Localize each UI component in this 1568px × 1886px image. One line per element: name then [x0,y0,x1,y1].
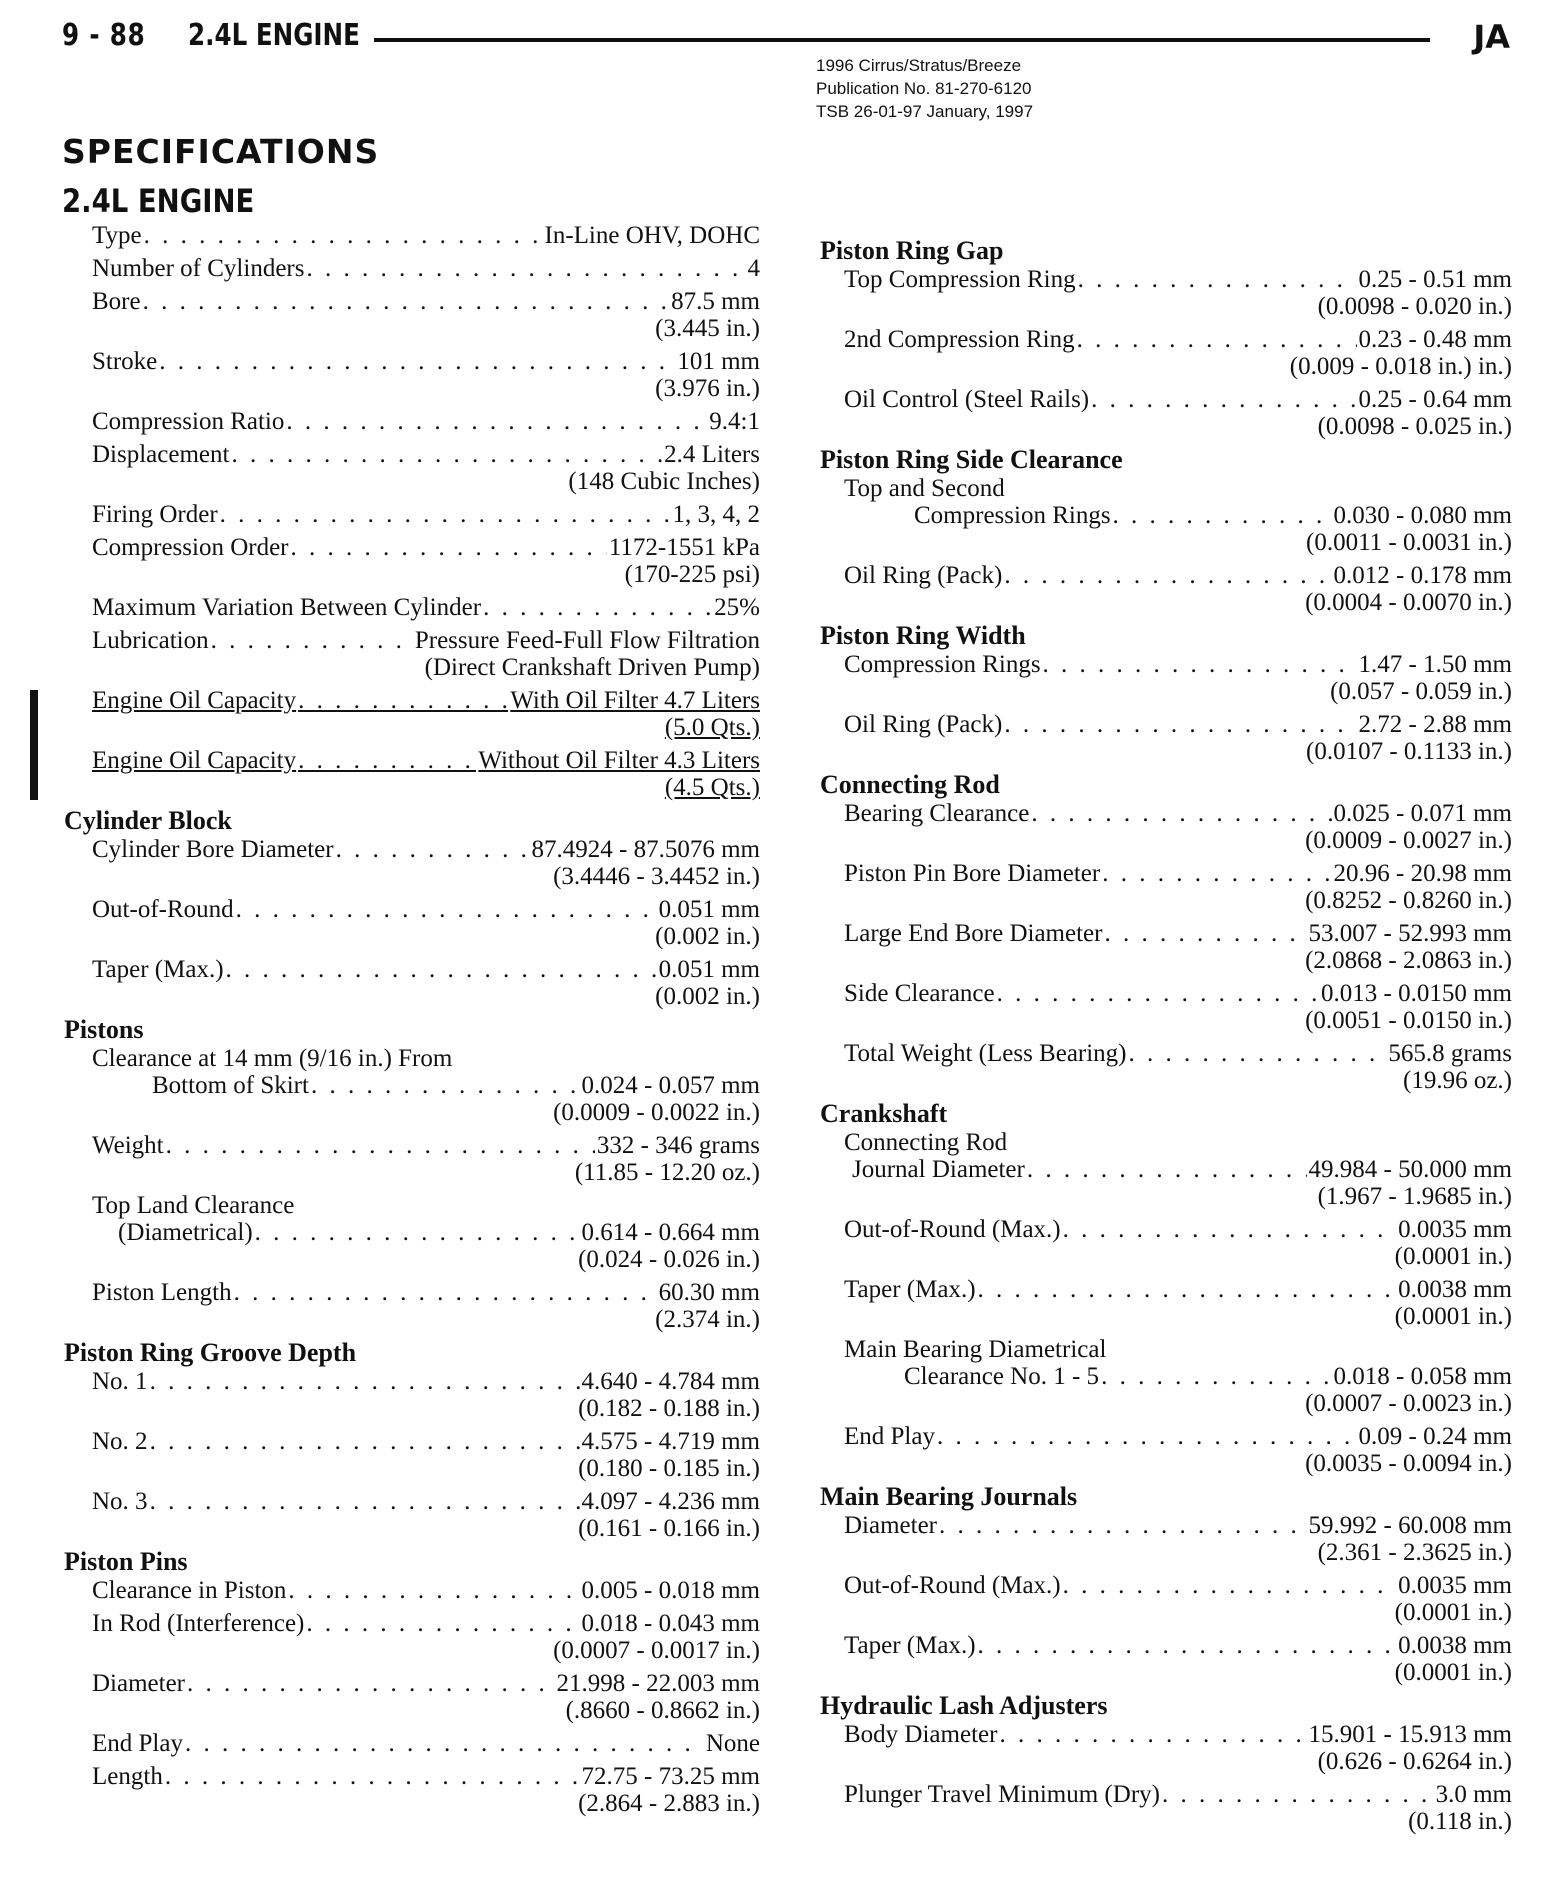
dot-leader [306,255,745,282]
spec-value: 87.4924 - 87.5076 mm [531,836,760,863]
spec-subvalue: (0.0001 in.) [1394,1599,1512,1626]
general-specs [62,222,760,801]
spec-label: Out-of-Round [92,896,234,923]
spec-label: Top Land Clearance [92,1192,295,1219]
spec-subvalue: (170-225 psi) [624,561,760,588]
spec-subvalue: (0.002 in.) [655,983,760,1010]
spec-subvalue: (3.445 in.) [655,315,760,342]
spec-subvalue: (0.0107 - 0.1133 in.) [1306,738,1512,765]
dot-leader [1129,1040,1387,1067]
spec-item [62,1670,760,1724]
publication-block [816,54,1033,123]
spec-label: Piston Pin Bore Diameter [844,860,1101,887]
spec-label: Length [92,1763,163,1790]
spec-label: In Rod (Interference) [92,1610,305,1637]
spec-item [62,501,760,528]
spec-label: Taper (Max.) [844,1276,976,1303]
spec-subvalue: (0.0011 - 0.0031 in.) [1306,529,1512,556]
spec-label: Compression Ratio [92,408,285,435]
specifications-title: SPECIFICATIONS [62,132,380,171]
spec-value: 60.30 mm [658,1279,760,1306]
dot-leader [150,1368,580,1395]
spec-item [62,836,760,890]
publication-line: TSB 26-01-97 January, 1997 [816,102,1034,121]
spec-label: End Play [92,1730,183,1757]
spec-item [818,920,1512,974]
spec-label: Out-of-Round (Max.) [844,1572,1061,1599]
piston-pins-specs [62,1577,760,1817]
spec-item [818,326,1512,380]
dot-leader [159,348,675,375]
spec-value: 4 [747,255,760,282]
spec-subvalue: (0.0009 - 0.0022 in.) [553,1099,760,1126]
spec-item [62,288,760,342]
piston-pins-heading: Piston Pins [64,1547,188,1576]
spec-value: 0.0035 mm [1398,1216,1512,1243]
spec-label: Compression Rings [844,651,1041,678]
ring-width-specs [818,651,1512,765]
spec-label: No. 1 [92,1368,148,1395]
spec-subvalue: (0.626 - 0.6264 in.) [1317,1748,1512,1775]
spec-label: Large End Bore Diameter [844,920,1103,947]
publication-line: 1996 Cirrus/Stratus/Breeze [816,56,1022,75]
spec-subvalue: (3.976 in.) [655,375,760,402]
spec-item [62,1610,760,1664]
spec-label: Cylinder Bore Diameter [92,836,334,863]
spec-item [62,441,760,495]
spec-value: 4.097 - 4.236 mm [581,1488,760,1515]
dot-leader [226,956,657,983]
dot-leader [298,687,508,714]
spec-item [62,348,760,402]
spec-value: 1.47 - 1.50 mm [1358,651,1512,678]
connecting-rod-heading: Connecting Rod [820,770,1000,799]
spec-label: Connecting Rod [844,1129,1008,1156]
spec-item [818,1336,1512,1417]
spec-item [62,1132,760,1186]
spec-value: 1, 3, 4, 2 [672,501,760,528]
spec-value: 59.992 - 60.008 mm [1308,1512,1512,1539]
spec-label: Top and Second [844,475,1005,502]
spec-subvalue: (1.967 - 1.9685 in.) [1317,1183,1512,1210]
spec-subvalue: (148 Cubic Inches) [568,468,760,495]
spec-item [818,266,1512,320]
spec-label: Clearance No. 1 - 5 [904,1363,1100,1390]
spec-label: Lubrication [92,627,209,654]
spec-item [818,1129,1512,1210]
spec-value: 20.96 - 20.98 mm [1333,860,1512,887]
dot-leader [211,627,413,654]
spec-item [62,1368,760,1422]
spec-subvalue: (0.057 - 0.059 in.) [1330,678,1512,705]
spec-subvalue: (0.0009 - 0.0027 in.) [1305,827,1512,854]
spec-item [62,627,760,681]
spec-subvalue: (0.0035 - 0.0094 in.) [1305,1450,1512,1477]
dot-leader [165,1763,580,1790]
spec-value: 25% [714,594,760,621]
spec-item [818,1572,1512,1626]
spec-value: Pressure Feed-Full Flow Filtration [414,627,760,654]
dot-leader [144,222,543,249]
dot-leader [1063,1216,1396,1243]
spec-item [818,1040,1512,1094]
spec-label: (Diametrical) [118,1219,253,1246]
main-bearing-specs [818,1512,1512,1686]
spec-value: 0.018 - 0.043 mm [581,1610,760,1637]
spec-item [818,980,1512,1034]
dot-leader [336,836,530,863]
dot-leader [999,1721,1306,1748]
spec-label: Oil Control (Steel Rails) [844,386,1090,413]
spec-subvalue: (0.118 in.) [1408,1808,1512,1835]
spec-label: 2nd Compression Ring [844,326,1075,353]
spec-value: 0.051 mm [658,896,760,923]
spec-subvalue: (4.5 Qts.) [664,774,760,801]
spec-item [818,860,1512,914]
spec-subvalue: (19.96 oz.) [1403,1067,1512,1094]
dot-leader [1077,326,1357,353]
spec-value: 565.8 grams [1388,1040,1512,1067]
spec-label: Out-of-Round (Max.) [844,1216,1061,1243]
spec-label: Weight [92,1132,164,1159]
spec-value: 0.09 - 0.24 mm [1358,1423,1512,1450]
spec-subvalue: (0.0001 in.) [1394,1303,1512,1330]
spec-item [62,896,760,950]
left-column [62,222,760,1823]
spec-value: 0.025 - 0.071 mm [1333,800,1512,827]
dot-leader [1031,800,1331,827]
spec-label: Stroke [92,348,158,375]
cylinder-block-specs [62,836,760,1010]
spec-subvalue: (.8660 - 0.8662 in.) [565,1697,760,1724]
spec-value: 0.0035 mm [1398,1572,1512,1599]
spec-label: Clearance at 14 mm (9/16 in.) From [92,1045,453,1072]
page-header [62,18,1510,58]
dot-leader [939,1512,1307,1539]
spec-label: Diameter [844,1512,938,1539]
dot-leader [143,288,669,315]
engine-title: 2.4L ENGINE [62,182,255,220]
dot-leader [286,408,707,435]
spec-subvalue: (0.0051 - 0.0150 in.) [1305,1007,1512,1034]
header-code: JA [1473,18,1510,56]
spec-label: No. 3 [92,1488,148,1515]
spec-value: 53.007 - 52.993 mm [1308,920,1512,947]
dot-leader [978,1276,1397,1303]
spec-label: Bearing Clearance [844,800,1030,827]
dot-leader [1162,1781,1434,1808]
dot-leader [150,1488,580,1515]
crankshaft-specs [818,1216,1512,1330]
spec-label: Taper (Max.) [844,1632,976,1659]
spec-item [62,1192,760,1273]
spec-label: Firing Order [92,501,218,528]
spec-item [818,800,1512,854]
spec-item [62,1488,760,1542]
lash-adjusters-heading: Hydraulic Lash Adjusters [820,1691,1108,1720]
spec-value: 72.75 - 73.25 mm [581,1763,760,1790]
spec-label: Body Diameter [844,1721,998,1748]
spec-subvalue: (0.0098 - 0.020 in.) [1317,293,1512,320]
spec-value: 49.984 - 50.000 mm [1308,1156,1512,1183]
spec-value: 0.018 - 0.058 mm [1333,1363,1512,1390]
spec-value: Without Oil Filter 4.3 Liters [478,747,760,774]
spec-label: Engine Oil Capacity [92,747,297,774]
spec-item [818,475,1512,556]
spec-item [818,1632,1512,1686]
dot-leader [1043,651,1357,678]
spec-value: 101 mm [677,348,760,375]
spec-subvalue: (0.0007 - 0.0017 in.) [553,1637,760,1664]
spec-subvalue: (2.864 - 2.883 in.) [578,1790,760,1817]
groove-depth-specs [62,1368,760,1542]
spec-label: Main Bearing Diametrical [844,1336,1107,1363]
ring-gap-heading: Piston Ring Gap [820,236,1004,265]
cylinder-block-heading: Cylinder Block [64,806,232,835]
spec-item [818,562,1512,616]
spec-value: 3.0 mm [1435,1781,1512,1808]
spec-value: 332 - 346 grams [596,1132,760,1159]
spec-value: 2.72 - 2.88 mm [1358,711,1512,738]
spec-label: Side Clearance [844,980,995,1007]
spec-label: Clearance in Piston [92,1577,287,1604]
spec-label: Compression Order [92,534,289,561]
page-number: 9 - 88 [62,18,146,53]
spec-subvalue: (0.0098 - 0.025 in.) [1317,413,1512,440]
spec-label: No. 2 [92,1428,148,1455]
spec-value: 4.640 - 4.784 mm [581,1368,760,1395]
publication-line: Publication No. 81-270-6120 [816,79,1032,98]
header-title: 2.4L ENGINE [188,18,360,53]
spec-subvalue: (2.374 in.) [655,1306,760,1333]
spec-label: Bore [92,288,141,315]
spec-value: 9.4:1 [709,408,760,435]
spec-item [818,1216,1512,1270]
spec-item [818,1276,1512,1330]
ring-width-heading: Piston Ring Width [820,621,1026,650]
dot-leader [1063,1572,1396,1599]
pistons-heading: Pistons [64,1015,144,1044]
spec-label: Bottom of Skirt [152,1072,309,1099]
spec-item [62,408,760,435]
dot-leader [306,1610,579,1637]
lash-adjusters-specs [818,1721,1512,1835]
spec-item [62,1045,760,1126]
spec-item [818,1512,1512,1566]
spec-item [62,747,760,801]
crankshaft-heading: Crankshaft [820,1099,948,1128]
spec-subvalue: (0.0001 in.) [1394,1659,1512,1686]
dot-leader [150,1428,580,1455]
spec-value: 0.051 mm [658,956,760,983]
spec-subvalue: (0.8252 - 0.8260 in.) [1305,887,1512,914]
spec-subvalue: (Direct Crankshaft Driven Pump) [424,654,760,681]
dot-leader [231,441,662,468]
spec-value: 0.25 - 0.51 mm [1358,266,1512,293]
spec-item [818,711,1512,765]
spec-subvalue: (0.161 - 0.166 in.) [578,1515,760,1542]
spec-subvalue: (0.002 in.) [655,923,760,950]
spec-label: Taper (Max.) [92,956,224,983]
dot-leader [978,1632,1397,1659]
dot-leader [1078,266,1357,293]
dot-leader [220,501,671,528]
dot-leader [1102,860,1331,887]
spec-value: 0.23 - 0.48 mm [1358,326,1512,353]
spec-value: 1172-1551 kPa [608,534,760,561]
spec-label: Oil Ring (Pack) [844,562,1003,589]
spec-item [62,956,760,1010]
change-bar [30,690,38,800]
spec-value: 15.901 - 15.913 mm [1308,1721,1512,1748]
header-rule [374,38,1430,42]
spec-item [62,1577,760,1604]
spec-label: Diameter [92,1670,186,1697]
spec-label: Piston Length [92,1279,232,1306]
dot-leader [187,1670,555,1697]
spec-value: With Oil Filter 4.7 Liters [510,687,760,714]
spec-item [818,386,1512,440]
spec-label: Type [92,222,142,249]
spec-subvalue: (0.180 - 0.185 in.) [578,1455,760,1482]
spec-value: None [705,1730,760,1757]
dot-leader [1091,386,1356,413]
spec-label: Oil Ring (Pack) [844,711,1003,738]
dot-leader [997,980,1319,1007]
spec-subvalue: (3.4446 - 3.4452 in.) [553,863,760,890]
dot-leader [236,896,657,923]
spec-label: Maximum Variation Between Cylinder [92,594,482,621]
dot-leader [185,1730,704,1757]
spec-value: 2.4 Liters [664,441,760,468]
spec-item [818,1781,1512,1835]
spec-value: 87.5 mm [671,288,760,315]
spec-item [62,594,760,621]
spec-value: In-Line OHV, DOHC [544,222,760,249]
spec-value: 0.024 - 0.057 mm [581,1072,760,1099]
spec-value: 0.0038 mm [1398,1276,1512,1303]
main-bearing-journals-heading: Main Bearing Journals [820,1482,1078,1511]
spec-item [62,222,760,249]
spec-value: 21.998 - 22.003 mm [556,1670,760,1697]
spec-label: Plunger Travel Minimum (Dry) [844,1781,1160,1808]
right-column [818,231,1512,1841]
dot-leader [291,534,607,561]
spec-item [62,1763,760,1817]
spec-value: 0.25 - 0.64 mm [1358,386,1512,413]
spec-label: Top Compression Ring [844,266,1076,293]
spec-label: Number of Cylinders [92,255,305,282]
spec-value: 0.013 - 0.0150 mm [1321,980,1512,1007]
connecting-rod-specs [818,800,1512,1094]
spec-subvalue: (5.0 Qts.) [664,714,760,741]
spec-value: 0.005 - 0.018 mm [581,1577,760,1604]
spec-label: Displacement [92,441,230,468]
spec-subvalue: (0.024 - 0.026 in.) [578,1246,760,1273]
spec-label: Journal Diameter [852,1156,1025,1183]
dot-leader [298,747,476,774]
spec-subvalue: (0.0007 - 0.0023 in.) [1305,1390,1512,1417]
spec-value: 4.575 - 4.719 mm [581,1428,760,1455]
spec-subvalue: (2.0868 - 2.0863 in.) [1305,947,1512,974]
spec-value: 0.030 - 0.080 mm [1333,502,1512,529]
spec-value: 0.614 - 0.664 mm [581,1219,760,1246]
ring-gap-specs [818,266,1512,440]
spec-subvalue: (0.0001 in.) [1394,1243,1512,1270]
spec-label: Engine Oil Capacity [92,687,297,714]
groove-depth-heading: Piston Ring Groove Depth [64,1338,357,1367]
dot-leader [483,594,712,621]
spec-item [818,1721,1512,1775]
spec-subvalue: (0.0004 - 0.0070 in.) [1305,589,1512,616]
spec-label: Total Weight (Less Bearing) [844,1040,1127,1067]
spec-subvalue: (11.85 - 12.20 oz.) [574,1159,760,1186]
spec-item [818,1423,1512,1477]
spec-item [62,687,760,741]
spec-subvalue: (2.361 - 2.3625 in.) [1317,1539,1512,1566]
spec-item [62,1730,760,1757]
spec-value: 0.012 - 0.178 mm [1333,562,1512,589]
spec-value: 0.0038 mm [1398,1632,1512,1659]
spec-label: Compression Rings [914,502,1111,529]
spec-item [62,255,760,282]
spec-subvalue: (0.182 - 0.188 in.) [578,1395,760,1422]
ring-side-clearance-heading: Piston Ring Side Clearance [820,445,1123,474]
spec-label: End Play [844,1423,935,1450]
dot-leader [288,1577,579,1604]
spec-item [62,1279,760,1333]
spec-item [62,534,760,588]
spec-subvalue: (0.009 - 0.018 in.) in.) [1289,353,1512,380]
dot-leader [1004,711,1356,738]
spec-item [62,1428,760,1482]
spec-item [818,651,1512,705]
dot-leader [1104,920,1306,947]
